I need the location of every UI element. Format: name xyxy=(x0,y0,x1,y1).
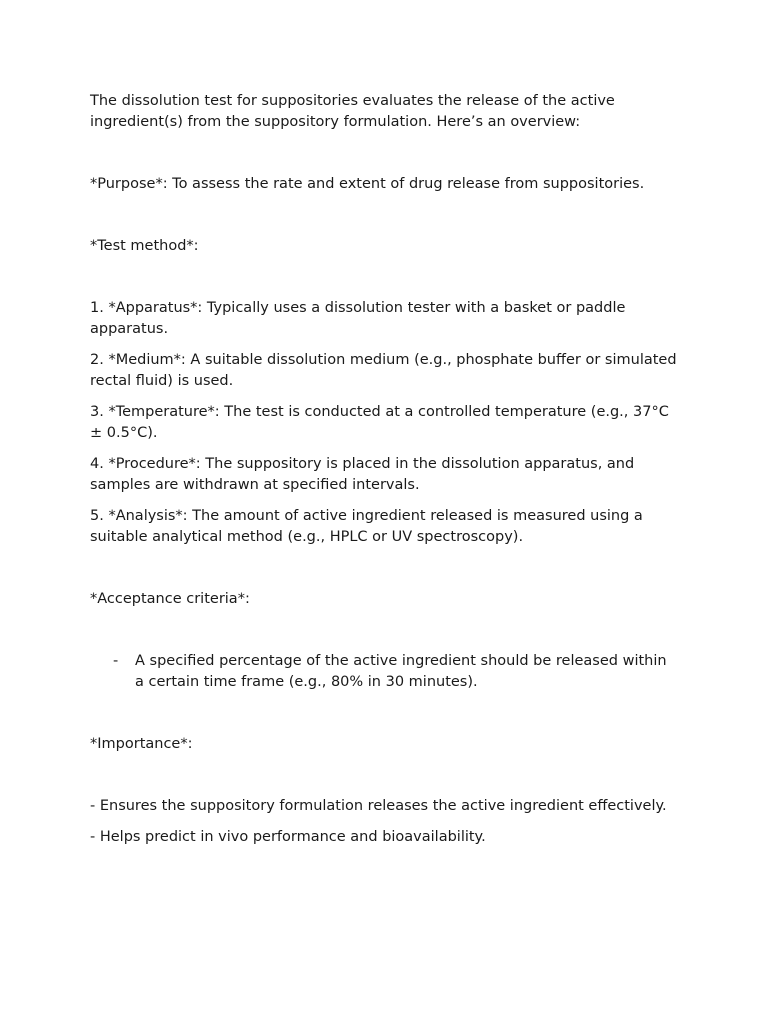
purpose-paragraph: *Purpose*: To assess the rate and extent of drug release from suppositories. xyxy=(90,176,645,192)
test-method-step: 4. *Procedure*: The suppository is placed in the dissolution apparatus, and samples are withdrawn at specified intervals. xyxy=(90,456,635,493)
test-method-step: 1. *Apparatus*: Typically uses a dissolution tester with a basket or paddle apparatus. xyxy=(90,300,626,337)
acceptance-criteria-item xyxy=(90,651,680,693)
acceptance-criteria-heading: *Acceptance criteria*: xyxy=(90,591,250,607)
test-method-step: 3. *Temperature*: The test is conducted at a controlled temperature (e.g., 37°C ± 0.5°C). xyxy=(90,404,669,441)
bullet-dash: - xyxy=(113,653,119,669)
test-method-heading: *Test method*: xyxy=(90,238,199,254)
importance-heading: *Importance*: xyxy=(90,736,193,752)
importance-item: - Ensures the suppository formulation releases the active ingredient effectively. xyxy=(90,798,667,814)
importance-list xyxy=(90,796,680,848)
importance-item: - Helps predict in vivo performance and bioavailability. xyxy=(90,829,486,845)
acceptance-criteria-text: A specified percentage of the active ingredient should be released within a certain time frame (e.g., 80% in 30 minutes). xyxy=(135,653,667,690)
test-method-step: 5. *Analysis*: The amount of active ingredient released is measured using a suitable analytical method (e.g., HPLC or UV spectroscopy). xyxy=(90,508,643,545)
test-method-list xyxy=(90,298,680,548)
intro-paragraph: The dissolution test for suppositories evaluates the release of the active ingredient(s) from the suppository formulation. Here’s an overview: xyxy=(90,93,615,130)
document-body xyxy=(90,91,680,848)
test-method-step: 2. *Medium*: A suitable dissolution medium (e.g., phosphate buffer or simulated rectal fluid) is used. xyxy=(90,352,677,389)
